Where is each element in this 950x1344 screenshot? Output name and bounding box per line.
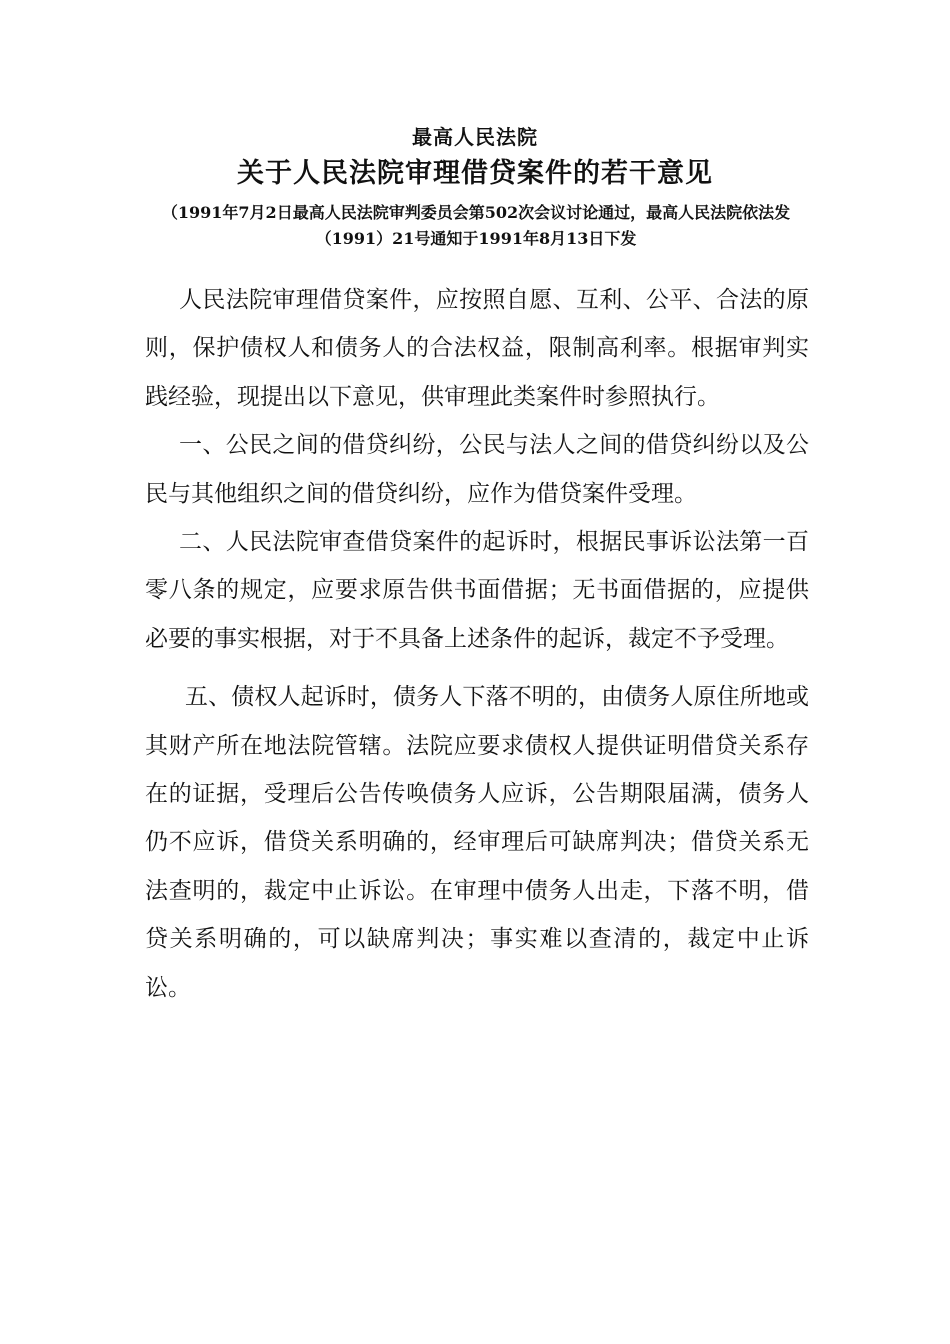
paragraph-article-2: 二、人民法院审查借贷案件的起诉时，根据民事诉讼法第一百零八条的规定，应要求原告供书面借据；无书面借据的，应提供必要的事实根据，对于不具备上述条件的起诉，裁定不予受理。: [145, 529, 809, 652]
paragraph-preamble: 人民法院审理借贷案件，应按照自愿、互利、公平、合法的原则，保护债权人和债务人的合法权益，限制高利率。根据审判实践经验，现提出以下意见，供审理此类案件时参照执行。: [145, 287, 809, 410]
paragraph-article-5: 五、债权人起诉时，债务人下落不明的，由债务人原住所地或其财产所在地法院管辖。法院应要求债权人提供证明借贷关系存在的证据，受理后公告传唤债务人应诉，公告期限届满，债务人仍不应诉，借贷关系明确的，经审理后可缺席判决；借贷关系无法查明的，裁定中止诉讼。在审理中债务人出走，下落不明，借贷关系明确的，可以缺席判决；事实难以查清的，裁定中止诉讼。: [145, 684, 809, 1001]
document-title: 关于人民法院审理借贷案件的若干意见: [237, 158, 713, 189]
document-subtitle: （1991年7月2日最高人民法院审判委员会第502次会议讨论通过，最高人民法院依法发（1991）21号通知于1991年8月13日下发: [161, 203, 791, 248]
paragraph-article-1: 一、公民之间的借贷纠纷，公民与法人之间的借贷纠纷以及公民与其他组织之间的借贷纠纷，应作为借贷案件受理。: [145, 432, 809, 507]
issuing-authority: 最高人民法院: [412, 125, 538, 149]
document-body: [145, 276, 809, 1012]
